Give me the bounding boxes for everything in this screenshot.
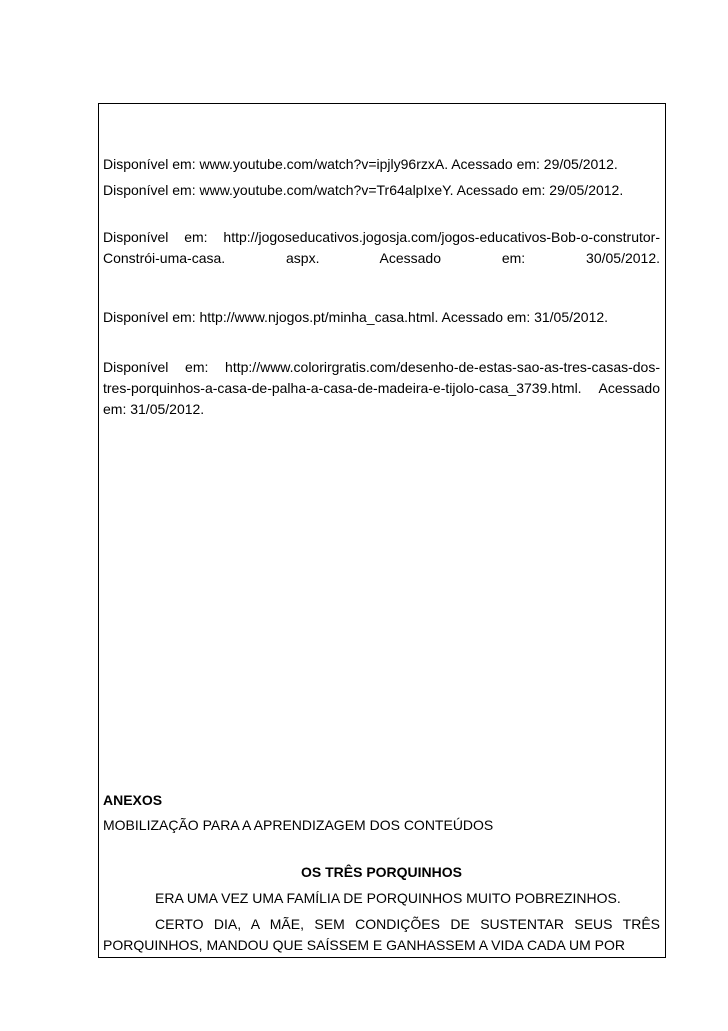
- story-title: OS TRÊS PORQUINHOS: [300, 864, 463, 880]
- reference-5: Disponível em: http://www.colorirgratis.com/desenho-de-estas-sao-as-tres-casas-dos-tres-porquinhos-a-casa-de-palha-a-casa-de-madeira-e-tijolo-casa_3739.html. Acessado em: 31/05/2012.: [103, 359, 660, 417]
- reference-4: Disponível em: http://www.njogos.pt/minha_casa.html. Acessado em: 31/05/2012.: [103, 309, 609, 325]
- reference-2: Disponível em: www.youtube.com/watch?v=Tr64alpIxeY. Acessado em: 29/05/2012.: [103, 182, 624, 198]
- story-paragraph-2: CERTO DIA, A MÃE, SEM CONDIÇÕES DE SUSTENTAR SEUS TRÊS PORQUINHOS, MANDOU QUE SAÍSSEM E GANHASSEM A VIDA CADA UM POR: [103, 916, 660, 953]
- annex-heading: ANEXOS: [103, 792, 163, 808]
- reference-3: Disponível em: http://jogoseducativos.jogosja.com/jogos-educativos-Bob-o-construtor-Constrói-uma-casa. aspx. Acessado em: 30/05/2012.: [103, 229, 660, 266]
- reference-1: Disponível em: www.youtube.com/watch?v=ipjly96rzxA. Acessado em: 29/05/2012.: [103, 156, 618, 172]
- annex-subheading: MOBILIZAÇÃO PARA A APRENDIZAGEM DOS CONTEÚDOS: [103, 817, 494, 833]
- story-paragraph-1: ERA UMA VEZ UMA FAMÍLIA DE PORQUINHOS MUITO POBREZINHOS.: [155, 890, 621, 906]
